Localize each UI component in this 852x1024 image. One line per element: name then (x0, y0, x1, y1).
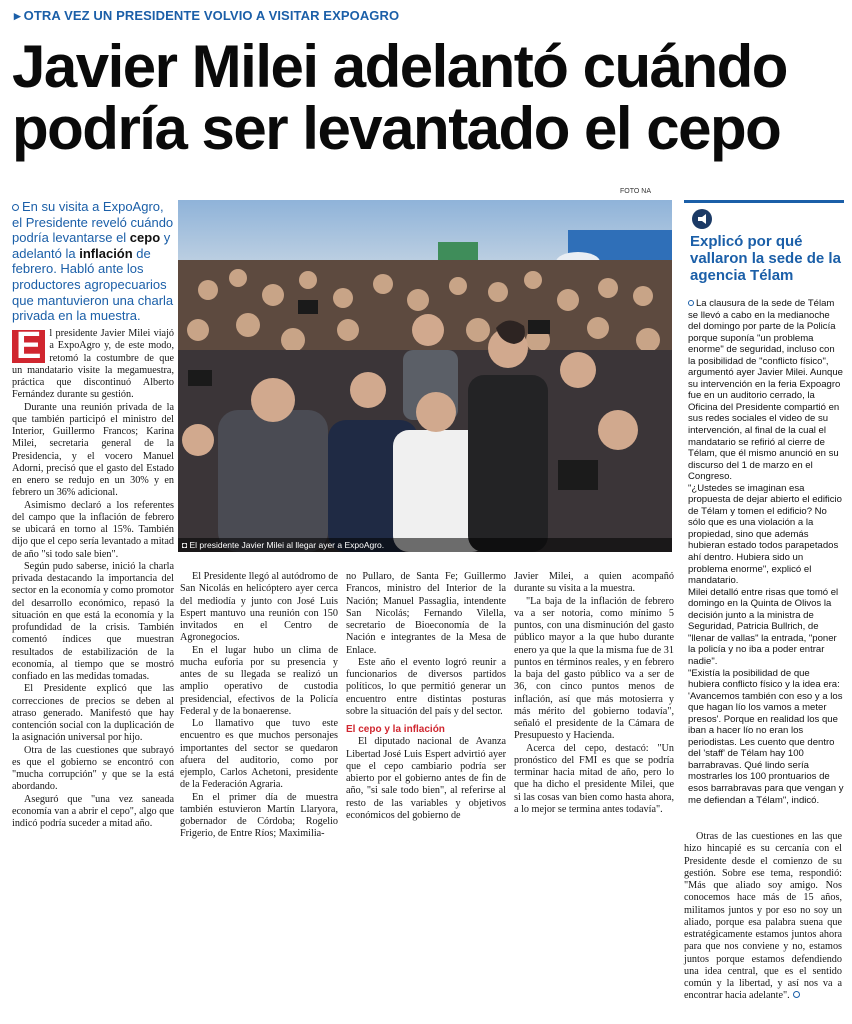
subhead-cepo-inflacion: El cepo y la inflación (346, 724, 445, 735)
col1-p6: Otra de las cuestiones que subrayó es que el gobierno se encontró con "mucha corrupción" y que se la está abordando. (12, 744, 174, 793)
lead-bold-inflacion: inflación (79, 245, 133, 261)
news-photo (178, 200, 672, 552)
sidebar-title: Explicó por qué vallaron la sede de la agencia Télam (690, 233, 841, 284)
lead-bold-cepo: cepo (129, 230, 161, 246)
camera-icon: ◘ (182, 540, 190, 550)
col4-p1: Javier Milei, a quien acompañó durante su visita a la muestra. (514, 571, 674, 595)
col1-p5: El Presidente explicó que las correcciones de precios se deben al atraso generado. Manifestó que hay contención social con la duplicación de la asignación universal por hijo. (12, 683, 174, 744)
sidebar-quote2: "Existía la posibilidad de que hubiera conflicto físico y la idea era: 'Avancemos también con eso y a los que hagan lío los vamos a meter presos'. Porque en realidad los que iban a hacer lío no eran los periodistas. Les cuento que dentro del 'staff' de Télam hay 100 barrabravas. Qué lindo sería mostrarles los 100 prontuarios de esos barrabravas para que vengan y me defiendan a Télam", indicó. (688, 667, 844, 806)
col2-p2: En el lugar hubo un clima de mucha euforia por su presencia y antes de su llegada se realizó un amplio operativo de custodia presidencial, efectivos de la Policía Federal y de la bonaerense. (180, 644, 338, 717)
bullet-icon (688, 300, 694, 306)
article-column-3 (346, 571, 506, 822)
crowd-photo-illustration (178, 200, 672, 552)
kicker-text: OTRA VEZ UN PRESIDENTE VOLVIO A VISITAR EXPOAGRO (23, 8, 400, 23)
col1-p7: Aseguró que "una vez saneada economía van a abrir el cepo", algo que indicó podría suceder a mitad año. (12, 793, 174, 829)
sidebar-telam (684, 200, 844, 806)
drop-cap: E (12, 330, 45, 363)
col3-p2: Este año el evento logró reunir a funcionarios de diversos partidos políticos, lo que permitió generar un encuentro entre distintas posturas sobre la situación del país y del sector. (346, 656, 506, 717)
col1-p3: Asimismo declaró a los referentes del campo que la inflación de febrero se ubicará en torno al 15%. También dijo que el cepo sería levantado a mitad de año "si todo sale bien". (12, 499, 174, 560)
col5-p1: Otras de las cuestiones en las que hizo hincapié es su cercanía con el Presidente desde el comienzo de su gestión. Sobre ese tema, respondió: "Más que aliado soy amigo. Nos conocemos hace más de 15 años, militamos juntos y por eso no soy un aliado, porque esa palabra suena que estratégicamente estamos juntos ahora para que nos conviene y no, estamos juntos porque estamos defendiendo una idea central, que es el sentido común y la libertad, y así nos va a encontrar hacia adelante". (684, 831, 842, 1002)
sidebar-quote1: "¿Ustedes se imaginan esa propuesta de dejar abierto el edificio de Télam y tomen el edificio? No sólo que es una violación a la propiedad, sino que además hubieran estado todos parapetados ahí dentro. Hubiera sido un problema enorme", explicó el mandatario. (688, 482, 842, 587)
col1-p4: Según pudo saberse, inició la charla privada destacando la importancia del sector en la economía y como promotor del desarrollo económico, repasó la situación en que está la economía y la profundidad de la crisis. También comentó índices que muestran resultados de estabilización de la economía, al tiempo que se mostró confiado en las medidas tomadas. (12, 560, 174, 682)
end-mark-icon (793, 991, 800, 998)
photo-credit: FOTO NA (620, 188, 651, 195)
col1-p2: Durante una reunión privada de la que también participó el ministro del Interior, Guillermo Francos; Karina Milei, secretaria general de la Presidencia, y el vocero Manuel Adorni, precisó que el gasto del Estado en enero se redujo en un 30% y en febrero un 36% adicional. (12, 401, 174, 499)
article-column-4 (514, 571, 674, 816)
lead-text-3: de febrero. Habló ante los productores agropecuarios que mantuvieron una charla privada en la muestra. (12, 245, 174, 324)
lead-text-2: y adelantó la (12, 230, 171, 261)
sidebar-p2: Milei detalló entre risas que tomó el domingo en la Quinta de Olivos la decisión junto a la ministra de Seguridad, Patricia Bullrich, de "llenar de vallas" la entrada, "poner la policía y no iba a poder entrar nadie". (688, 586, 839, 667)
col4-p3: Acerca del cepo, destacó: "Un pronóstico del FMI es que se podría terminar hacia mitad de año, pero lo que ha dicho el presidente Milei, que si las cosas van bien como hasta ahora, a lo mejor se termina antes todavía". (514, 742, 674, 815)
triangle-icon: ▸ (14, 8, 21, 23)
lead-paragraph (12, 199, 174, 324)
megaphone-icon (692, 209, 712, 229)
col4-p2: "La baja de la inflación de febrero va a ser notoria, como mínimo 5 puntos, con una disminución del gasto público mayor a la que hubo durante enero ya que la que la misma fue de 31 puntos en términos reales, y en febrero la baja del gasto público va a ser de 36, con cinco puntos menos de inflación, así que más motosierra y más mérito del gobierno todavía", señaló el presidente de la Cámara de Presupuesto y Hacienda. (514, 595, 674, 742)
photo-caption (178, 538, 672, 552)
caption-text: El presidente Javier Milei al llegar ayer a ExpoAgro. (189, 540, 385, 550)
col2-p1: El Presidente llegó al autódromo de San Nicolás en helicóptero ayer cerca del mediodía y junto con José Luis Espert mantuvo una reunión con 150 invitados en el Centro de Agronegocios. (180, 571, 338, 644)
sidebar-rule (684, 200, 844, 203)
col2-p4: En el primer día de muestra también estuvieron Martín Llaryora, gobernador de Córdoba; Rogelio Frigerio, de Entre Ríos; Maximilia- (180, 791, 338, 840)
sidebar-p1: La clausura de la sede de Télam se llevó a cabo en la medianoche del domingo por parte de la Policía porque suponía "un problema enorme" de seguridad, incluso con la posibilidad de "conflicto físico", argumentó ayer Javier Milei. Aunque su intervención en la feria Expoagro fue en un auditorio cerrado, la Oficina del Presidente compartió en sus redes sociales el video de su intervención, al final de la cual el mandatario se refirió al cierre de Télam, que él mismo anunció en su discurso del 1 de marzo en el Congreso. (688, 298, 843, 483)
kicker (14, 8, 399, 24)
article-column-2 (180, 571, 338, 841)
sidebar-body (684, 298, 844, 806)
col2-p3: Lo llamativo que tuvo este encuentro es que muchos personajes importantes del sector se quedaron afuera del auditorio, como por ejemplo, Carlos Achetoni, presidente de la Federación Agraria. (180, 718, 338, 791)
col3-p3: El diputado nacional de Avanza Libertad José Luis Espert advirtió ayer que el cepo cambiario podría ser abierto por el gobierno antes de fin de año, "si sale todo bien", al referirse al resto de las variables y objetivos económicos del gobierno de (346, 736, 506, 821)
lead-text-1: En su visita a ExpoAgro, el Presidente reveló cuándo podría levantarse el (12, 199, 174, 246)
article-column-1 (12, 325, 174, 830)
col1-p1: l presidente Javier Milei viajó a ExpoAgro y, de este modo, retomó la costumbre de que un mandatario visite la megamuestra, práctica que discontinuó Alberto Fernández durante su gestión. (12, 328, 174, 401)
bullet-icon (12, 204, 19, 211)
headline: Javier Milei adelantó cuándo podría ser levantado el cepo (12, 33, 787, 162)
article-column-5 (684, 831, 842, 1003)
col3-p1: no Pullaro, de Santa Fe; Guillermo Francos, ministro del Interior de la Nación; Manuel Passaglia, intendente San Nicolás; Fernando Vilella, secretario de Bioeconomía de la Nación e integrantes de la Mesa de Enlace. (346, 571, 506, 656)
